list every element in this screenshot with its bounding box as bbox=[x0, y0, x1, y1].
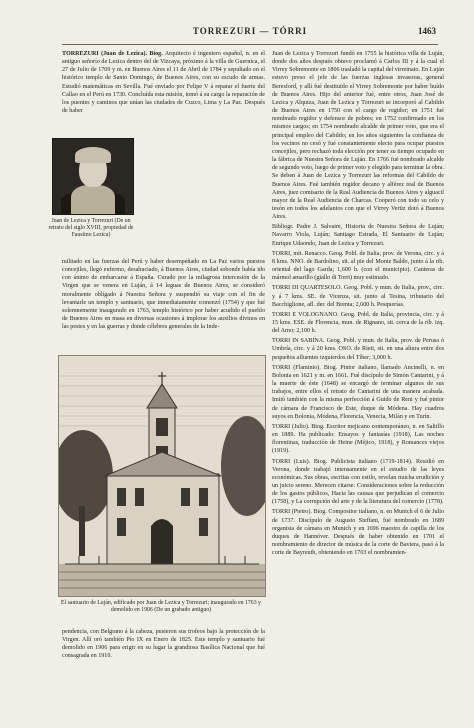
entry-torri-quartesolo: TORRI DI QUARTESOLO. Geog. Pobl. y mun. de Italia, prov., circ. y á 7 kms. SE. de Vicenza, sit. junto al Tesina, tributario del Bacchiglione, afl. der. del Brenta; 2,600 h. Pesquerías. bbox=[272, 285, 444, 308]
portrait-caption: Juan de Lezica y Torrezuri (De un retrato del siglo XVIII, propiedad de Faustino Lezica) bbox=[48, 218, 134, 238]
page-header bbox=[62, 26, 438, 45]
church-engraving bbox=[58, 355, 266, 597]
entry-headword: TORREZURI (Juan de Lezica). Biog. bbox=[62, 51, 163, 57]
entry-torrezuri-right: Juan de Lezica y Torrezuri fundó en 1755 la histórica villa de Luján, donde dos años después obtuvo proclamó á Carlos III y á la cual el Virrey Sobremonte en 1806 trasladó la capital del virreinato. En Luján estuvo preso el jefe de las fuerzas inglesas invasoras, general Beresford, y allí fué destituido el Virrey Sobremonte por haber huído de Buenos Aires. Hijo del anterior fué, entre otros, Juan José de Lezica y Alquiza, Juan de Lezica y Torrezuri se incorporó al Cabildo de Buenos Aires en 1750 con el cargo de regidor; en 1751 fué nombrado regidor y defensor de pobres; en 1752 confirmado en los mismos cargos; en 1754 nombrado alcalde de primer voto, que era el principal empleo del Cabildo; en los años siguientes la confianza de los vecinos no cesó y fué constantemente electo para ocupar puestos concejiles, pero rechazó toda elección por tener su tiempo ocupado en la fábrica de Nuestra Señora de Luján. En 1766 fué nombrado alcalde de segundo voto, luego de primer voto y elegido para terminar la obra. Se deben á Juan de Lezica y Torrezuri las reformas del Cabildo de Buenos Aires. Fué también regidor decano y alférez real de Buenos Aires, juez comisario de la Real Audiencia de Buenos Aires y alguacil mayor de la Real Audiencia de Charcas. Cooperó con todo su celo y tesón en todos los adelantos con que el Virrey Vertiz dotó á Buenos Aires. bbox=[272, 51, 444, 221]
entry-torri-bot: TORRI, mit. Renacco. Geog. Pobl. de Italia, prov. de Verona, circ. y á 8 kms. NNO. de Bardolino, sit. al pie del Monte Baldo, junto á la rib. oriental del lago Garda; 1,600 h. (con el municipio). Canteras de mármol amarillo (giallo di Torri) muy estimado. bbox=[272, 250, 444, 282]
entry-torri-sabina: TORRI IN SABINA. Geog. Pobl. y mun. de Italia, prov. de Perusa ó Umbría, circ. y á 20 kms. OSO. de Rieti, sit. en una altura entre dos pequeños afluentes izquierdos del Tíber; 3,000 h. bbox=[272, 338, 444, 361]
entry-torrezuri-end bbox=[62, 628, 265, 661]
page-number: 1463 bbox=[418, 26, 436, 36]
portrait-image bbox=[52, 138, 134, 215]
right-column bbox=[272, 50, 444, 557]
portrait-figure bbox=[46, 138, 136, 239]
entry-torri-volognano: TORRI E VOLOGNANO. Geog. Pobl. de Italia, provincia, circ. y á 15 kms. ESE. de Florencia, mun. de Rignano, sit. cerca de la rib. izq. del Arno; 2,100 h. bbox=[272, 311, 444, 335]
entry-text-continuation: militado en las fuerzas del Perú y haber desempeñado en La Paz varios puestos concejiles, llegó enfermo, desahuciado, á Buenos Aires, ciudad sobonde había ido con ánimo de embarcarse á España. Curado por la milagrosa intercesión de la Virgen que se venera en Luján, á 14 leguas de Buenos Aires, se consideró moralmente obligado á Nuestra Señora y suspendió su viaje con el fin de levantarle un templo y santuario, que inmediatamente comenzó (1754) y que fué solemnemente inaugurado en 1763, templo histórico por haber acudido el pueblo de Buenos Aires en masa en diversas ocasiones á implorar los auxilios divinos en las pestes y en las guerras y donde célebres generales de la Inde- bbox=[62, 259, 265, 331]
bibliography: Bibliogr. Padre J. Salvaire, Historia de Nuestra Señora de Luján; Navarro Viola, Luján; Santiago Estrada, El Santuario de Luján; Enrique Udaondo, Juan de Lezica y Torrezuri. bbox=[272, 224, 444, 247]
entry-text-end: pendencia, con Belgrano á la cabeza, pusieron sus trofeos bajo la protección de la Virgen. Allí oró también Pío IX en Enero de 1825. Este templo y santuario fué demolido en 1906 para erigir en su lugar la grandiosa Basílica Nacional que fué consagrada en 1910. bbox=[62, 629, 265, 660]
running-title: TORREZURI — TÓRRI bbox=[192, 26, 308, 36]
church-illustration bbox=[59, 356, 265, 596]
entry-torrezuri-continuation bbox=[62, 258, 265, 331]
entry-torrezuri-intro bbox=[62, 50, 265, 115]
entry-torri-pietro: TORRI (Pietro). Biog. Compositor italiano, n. en Munich el 6 de Julio de 1737. Discípulo de Augusto Steffani, fué nombrado en 1689 organista de cámara en Munich y en 1696 maestro de capilla de los duques de Hannóver. Después de haber obtenido en 1701 el nombramiento de director de música de la corte de Baviera, pasó á la corte de Bayreuth, obteniendo en 1703 el nombramien- bbox=[272, 509, 444, 557]
church-caption: El santuario de Luján, edificado por Juan de Lezica y Torrezuri; inaugurado en 1763 y demolido en 1906 (De un grabado antiguo) bbox=[61, 600, 261, 613]
entry-torri-flaminio: TORRI (Flaminio). Biog. Pintor italiano, llamado Ancinelli, n. en Bolonia en 1621 y m. en 1661. Fué discípulo de Simón Cantarini, y á la muerte de éste (1648) se encargó de terminar algunos de sus trabajos, entre ellos el retrato de Cantarini de una manera acabada. Imitó también con la misma perfección á Guido de Reni y fué pintor de cámara de Francisco de Este, duque de Módena. Hay cuadros suyos en Bolonia, Módena, Florencia, Venecia, Milán y en Turín. bbox=[272, 364, 444, 420]
entry-torri-julio: TORRI (Julio). Biog. Escritor mejicano contemporáneo, n. en Saltillo en 1889. Ha publicado: Ensayos y fantasías (1918), Las noches florentinas, traducción de Heine (Méjico, 1918), y Romances viejos (1919). bbox=[272, 423, 444, 455]
entry-torri-luis: TORRI (Luis). Biog. Publicista italiano (1719-1814). Residió en Verona, donde trabajó intensamente en el estudio de las leyes económicas. Sus obras, escritas con estilo, revelan mucha erudición y un juicio sereno. Merecen citarse: Consideraciones sobre la reducción de los gastos públicos, Hacia las causas que perjudican el comercio (1758), y La corrupción del arte y de la literatura del comercio (1778). bbox=[272, 458, 444, 506]
entry-text: Arquitecto é ingeniero español, n. en el antiguo señorío de Lezica dentro del de Vizcaya, próximo á la villa de Guernica, el 27 de Julio de 1709 y m. en Buenos Aires el 11 de Abril de 1784 y sepultado en el histórico templo de Santo Domingo, de Buenos Aires, con su escudo de armas. Estudió matemáticas en Sevilla. Fué enviado por Felipe V á reparar el fuerte del Callao en el Perú en 1730. Concluída esta misión, tomó á su cargo la reparación de los puentes y caminos que unían las ciudades de Cuzco, Lima y La Paz. Después de haber bbox=[62, 51, 266, 115]
